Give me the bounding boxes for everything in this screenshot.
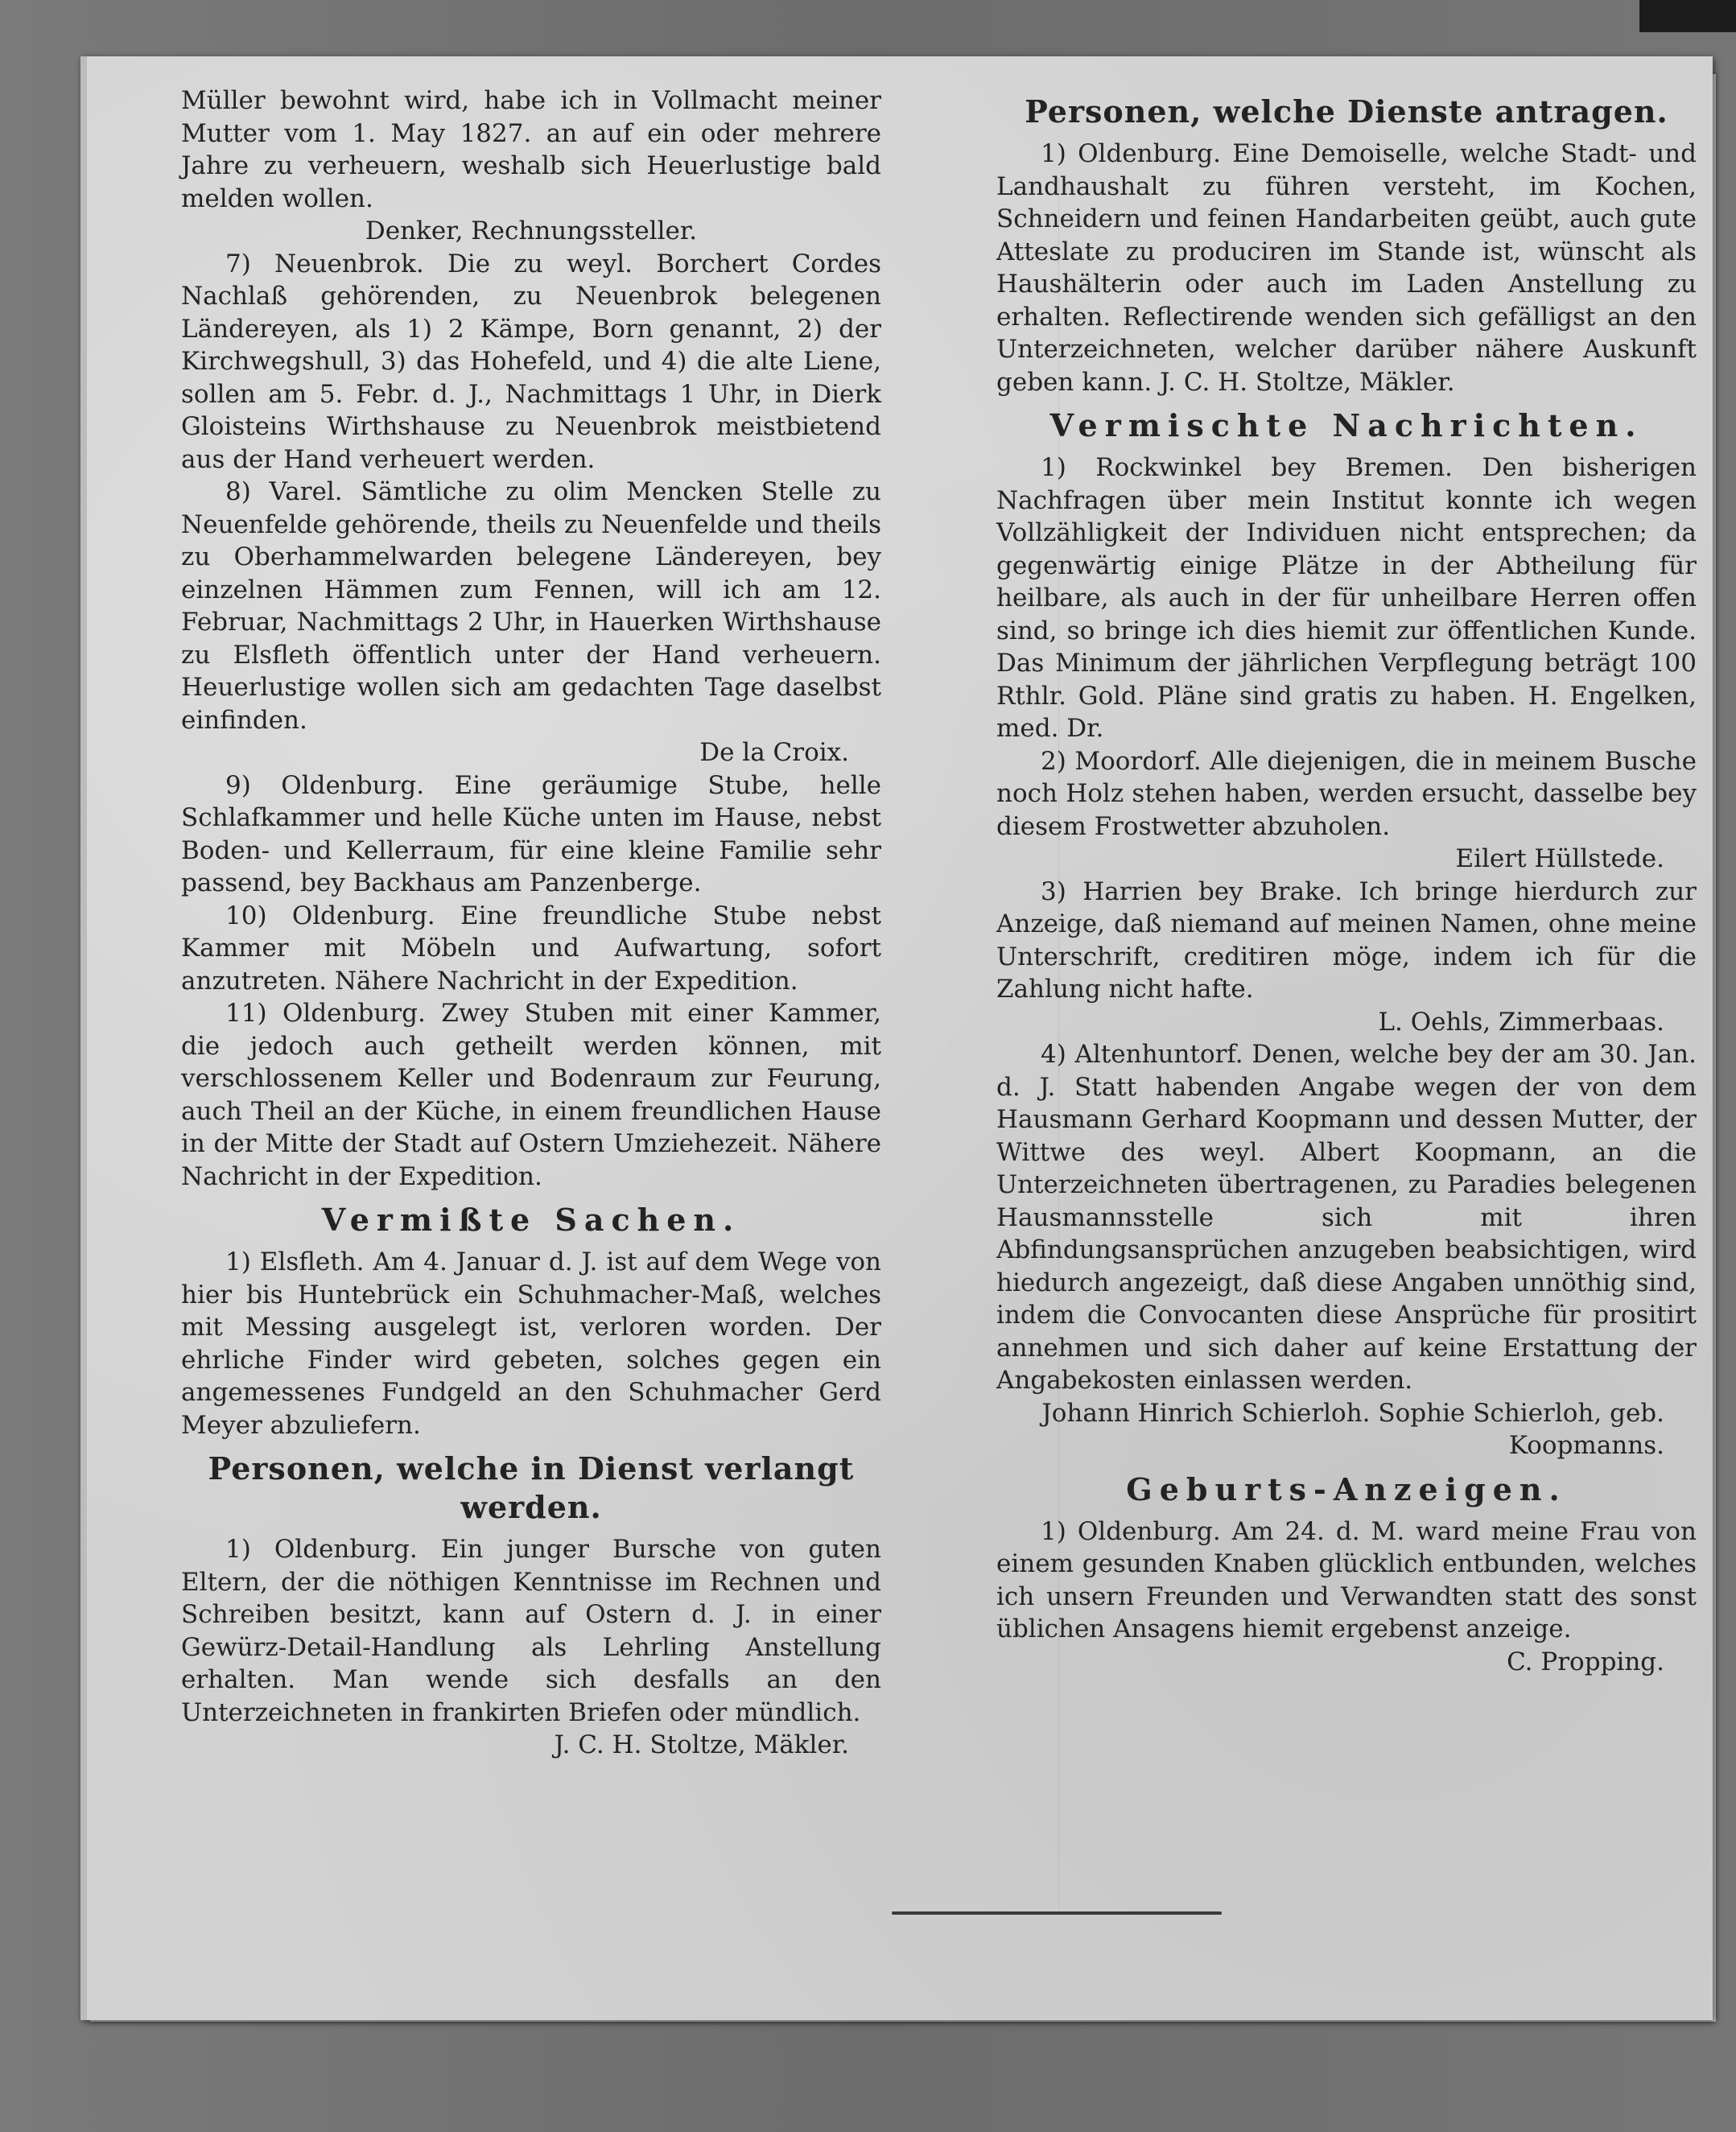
notice-demoiselle: 1) Oldenburg. Eine Demoiselle, welche Stadt- und Landhaushalt zu führen versteht, im Kochen, Schneidern und feinen Handarbeiten geübt, auch gute Atteslate zu produciren im Stande ist, wünscht als Haushälterin oder auch im Laden Anstellung zu erhalten. Reflectirende wenden sich gefälligst an den Unterzeichneten, welcher darüber nähere Auskunft geben kann. J. C. H. Stoltze, Mäkler.: [996, 139, 1697, 397]
left-column: [181, 85, 881, 1762]
notice-varel: 8) Varel. Sämtliche zu olim Mencken Stelle zu Neuenfelde gehörende, theils zu Neuenfelde und theils zu Oberhammelwarden belegene Ländereyen, bey einzelnen Hämmen zum Fennen, will ich am 12. Februar, Nachmittags 2 Uhr, in Hauerken Wirthshause zu Elsfleth öffentlich unter der Hand verheuern. Heuerlustige wollen sich am gedachten Tage daselbst einfinden.: [181, 477, 881, 735]
heading-geburts-anzeigen: Geburts-Anzeigen.: [1126, 1470, 1567, 1507]
notice-oldenburg-9: 9) Oldenburg. Eine geräumige Stube, helle Schlafkammer und helle Küche unten im Hause, nebst Boden- und Kellerraum, für eine kleine Familie sehr passend, bey Backhaus am Panzenberge.: [181, 770, 881, 897]
signature-propping: C. Propping.: [1507, 1647, 1664, 1676]
notice-moordorf: 2) Moordorf. Alle diejenigen, die in meinem Busche noch Holz stehen haben, werden ersucht, dasselbe bey diesem Frostwetter abzuholen.: [996, 746, 1697, 841]
notice-rockwinkel: 1) Rockwinkel bey Bremen. Den bisherigen Nachfragen über mein Institut konnte ich wegen Vollzähligkeit der Individuen nicht entsprechen; da gegenwärtig einige Plätze in der Abtheilung für heilbare, als auch in der für unheilbare Herren offen sind, so bringe ich dies hiemit zur öffentlichen Kunde. Das Minimum der jährlichen Verpflegung beträgt 100 Rthlr. Gold. Pläne sind gratis zu haben. H. Engelken, med. Dr.: [996, 453, 1697, 743]
signature-schierloh: Johann Hinrich Schierloh. Sophie Schierloh, geb. Koopmanns.: [1041, 1398, 1664, 1460]
signature-oehls: L. Oehls, Zimmerbaas.: [1378, 1007, 1664, 1037]
scanner-edge: [1639, 0, 1736, 32]
notice-mueller: Müller bewohnt wird, habe ich in Vollmacht meiner Mutter vom 1. May 1827. an auf ein oder mehrere Jahre zu verheuern, weshalb sich Heuerlustige bald melden wollen.: [181, 86, 881, 213]
heading-personen-verlangt: Personen, welche in Dienst verlangt werden.: [208, 1450, 855, 1525]
signature-stoltze: J. C. H. Stoltze, Mäkler.: [554, 1730, 849, 1759]
notice-oldenburg-10: 10) Oldenburg. Eine freundliche Stube nebst Kammer mit Möbeln und Aufwartung, sofort anzutreten. Nähere Nachricht in der Expedition.: [181, 901, 881, 996]
end-rule: [892, 1911, 1222, 1915]
right-column: [996, 85, 1697, 1678]
signature-delacroix: De la Croix.: [699, 738, 849, 767]
signature-denker: Denker, Rechnungssteller.: [365, 216, 698, 245]
notice-elsfleth: 1) Elsfleth. Am 4. Januar d. J. ist auf dem Wege von hier bis Huntebrück ein Schuhmacher-Maß, welches mit Messing ausgelegt ist, verloren worden. Der ehrliche Finder wird gebeten, solches gegen ein angemessenes Fundgeld an den Schuhmacher Gerd Meyer abzuliefern.: [181, 1247, 881, 1440]
heading-vermisste-sachen: Vermißte Sachen.: [321, 1202, 741, 1238]
notice-oldenburg-11: 11) Oldenburg. Zwey Stuben mit einer Kammer, die jedoch auch getheilt werden können, mit verschlossenem Keller und Bodenraum zur Feurung, auch Theil an der Küche, in einem freundlichen Hause in der Mitte der Stadt auf Ostern Umziehezeit. Nähere Nachricht in der Expedition.: [181, 999, 881, 1191]
notice-neuenbrok: 7) Neuenbrok. Die zu weyl. Borchert Cordes Nachlaß gehörenden, zu Neuenbrok belegenen Ländereyen, als 1) 2 Kämpe, Born genannt, 2) der Kirchwegshull, 3) das Hohefeld, und 4) die alte Liene, sollen am 5. Febr. d. J., Nachmittags 1 Uhr, in Dierk Gloisteins Wirthshause zu Neuenbrok meistbietend aus der Hand verheuert werden.: [181, 249, 881, 474]
heading-personen-antragen: Personen, welche Dienste antragen.: [1025, 93, 1668, 130]
notice-propping: 1) Oldenburg. Am 24. d. M. ward meine Frau von einem gesunden Knaben glücklich entbunden, welches ich unsern Freunden und Verwandten statt des sonst üblichen Ansagens hiemit ergebenst anzeige.: [996, 1516, 1697, 1643]
notice-lehrling: 1) Oldenburg. Ein junger Bursche von guten Eltern, der die nöthigen Kenntnisse im Rechnen und Schreiben besitzt, kann auf Ostern d. J. in einer Gewürz-Detail-Handlung als Lehrling Anstellung erhalten. Man wende sich desfalls an den Unterzeichneten in frankirten Briefen oder mündlich.: [181, 1535, 881, 1727]
notice-harrien: 3) Harrien bey Brake. Ich bringe hierdurch zur Anzeige, daß niemand auf meinen Namen, ohne meine Unterschrift, creditiren möge, indem ich für die Zahlung nicht hafte.: [996, 876, 1697, 1004]
notice-altenhuntorf: 4) Altenhuntorf. Denen, welche bey der am 30. Jan. d. J. Statt habenden Angabe wegen der von dem Hausmann Gerhard Koopmann und dessen Mutter, der Wittwe des weyl. Albert Koopmann, an die Unterzeichneten übertragenen, zu Paradies belegenen Hausmannsstelle sich mit ihren Abfindungsansprüchen anzugeben beabsichtigen, wird hiedurch angezeigt, daß diese Angaben unnöthig sind, indem die Convocanten diese Ansprüche für prositirt annehmen und sich daher auf keine Erstattung der Angabekosten einlassen werden.: [996, 1040, 1697, 1395]
signature-huellstede: Eilert Hüllstede.: [1455, 844, 1664, 873]
heading-vermischte-nachrichten: Vermischte Nachrichten.: [1049, 407, 1643, 443]
